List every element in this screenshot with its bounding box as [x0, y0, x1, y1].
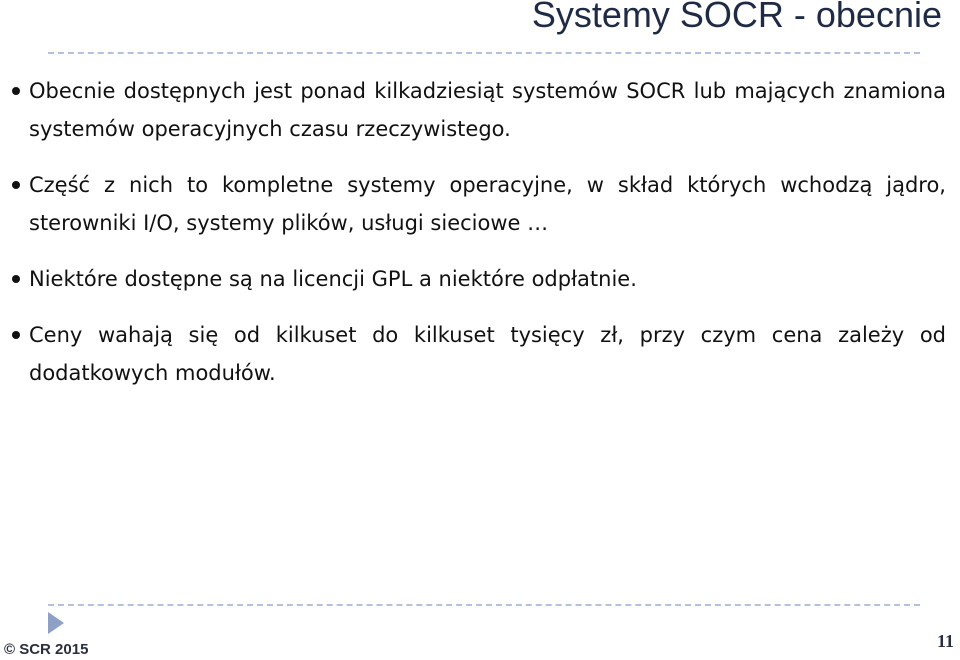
title-divider [48, 52, 920, 54]
slide-title: Systemy SOCR - obecnie [531, 0, 942, 35]
triangle-icon [48, 612, 64, 634]
page-number: 11 [936, 631, 954, 651]
bullet-item [10, 72, 946, 148]
bullet-item [10, 260, 946, 298]
bullet-text: Obecnie dostępnych jest ponad kilkadziesiąt systemów SOCR lub mających znamiona systemów operacyjnych czasu rzeczywistego. [29, 79, 946, 141]
bullet-text: Część z nich to kompletne systemy operacyjne, w skład których wchodzą jądro, sterowniki I/O, systemy plików, usługi sieciowe … [29, 173, 946, 235]
footer-divider [48, 604, 920, 606]
bullet-item [10, 166, 946, 242]
bullet-item [10, 316, 946, 392]
footer-copyright: © SCR 2015 [4, 641, 89, 658]
bullet-text: Niektóre dostępne są na licencji GPL a niektóre odpłatnie. [29, 267, 637, 291]
bullet-text: Ceny wahają się od kilkuset do kilkuset tysięcy zł, przy czym cena zależy od dodatkowych modułów. [29, 323, 946, 385]
bullet-list [10, 72, 946, 410]
